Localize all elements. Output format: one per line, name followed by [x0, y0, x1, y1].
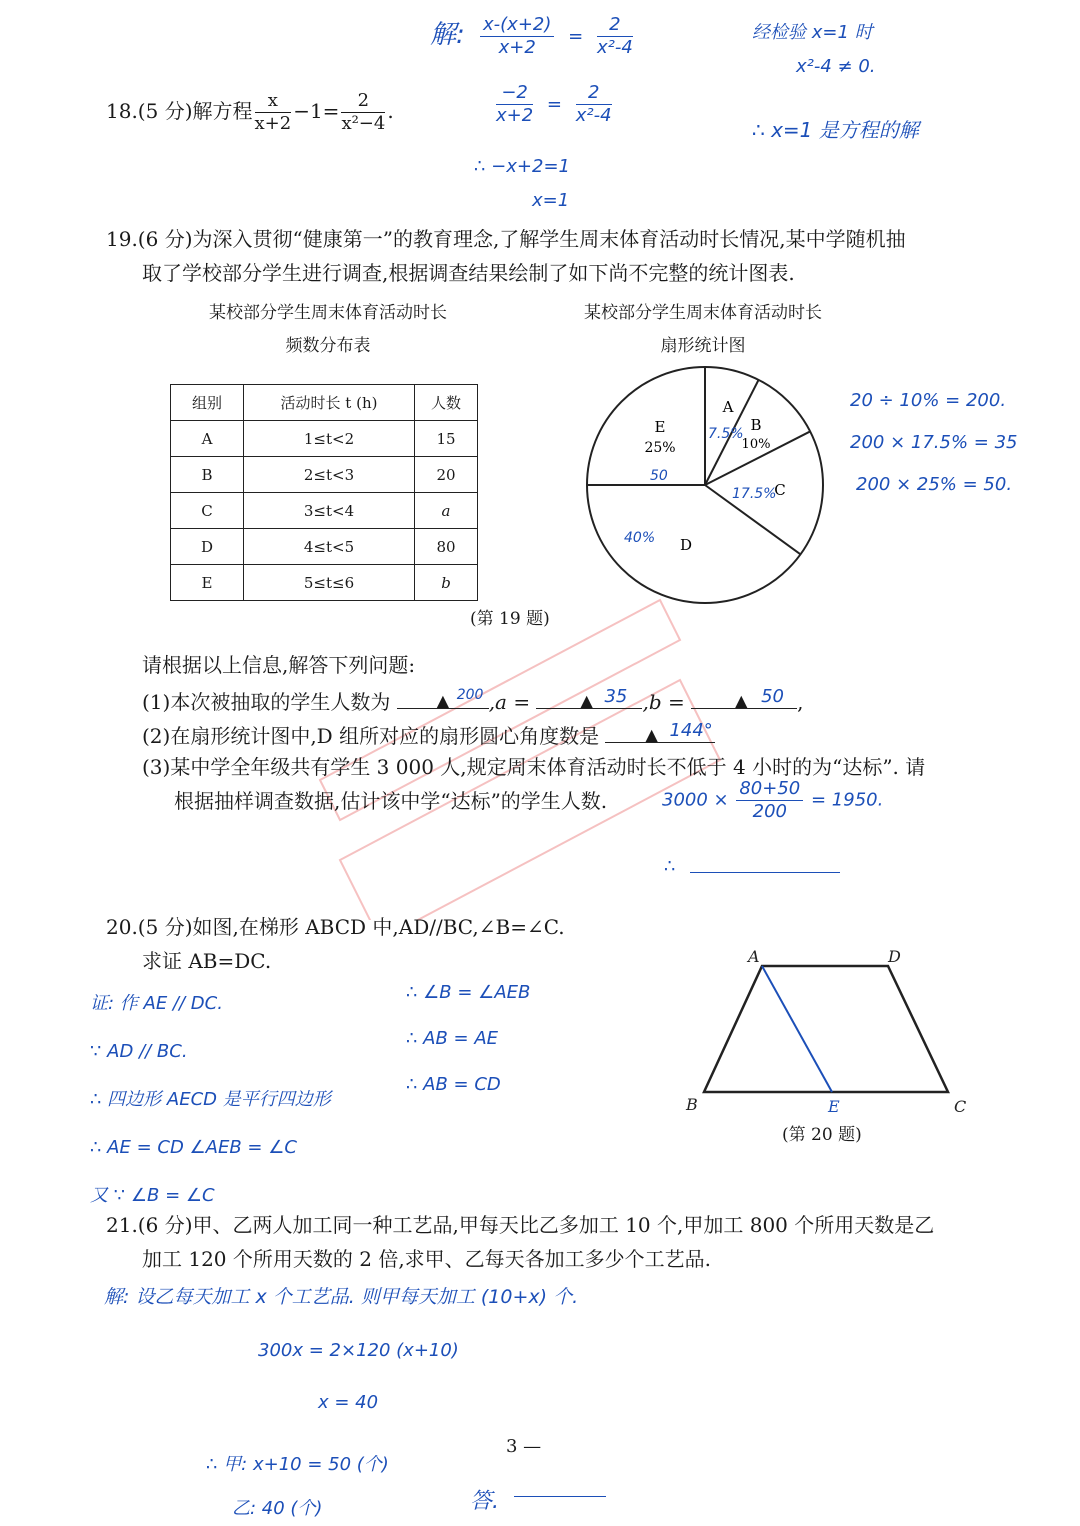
q21-solution: x = 40: [318, 1392, 379, 1413]
q20-proof-right: ∴ ∠B = ∠AEB ∴ AB = AE ∴ AB = CD: [406, 982, 531, 1095]
table-cell: A: [171, 421, 244, 457]
q19-part-3-therefore: ∴: [664, 856, 676, 877]
table-cell: 80: [415, 529, 478, 565]
table-header-cell: 组别: [171, 385, 244, 421]
table-cell: 4≤t<5: [244, 529, 415, 565]
table-cell: 20: [415, 457, 478, 493]
pie-label-b: B: [750, 416, 762, 434]
q21-equation: 300x = 2×120 (x+10): [258, 1340, 459, 1361]
pie-label-e: E: [654, 418, 666, 436]
q20-proof-left: 证: 作 AE // DC. ∵ AD // BC. ∴ 四边形 AECD 是平行四边形 ∴ AE = CD ∠AEB = ∠C 又 ∵ ∠B = ∠C: [90, 993, 331, 1206]
q21-line-1: 21.(6 分)甲、乙两人加工同一种工艺品,甲每天比乙多加工 10 个,甲加工 800 个所用天数是乙: [106, 1213, 935, 1237]
table-cell: a: [415, 493, 478, 529]
pie-slices: [587, 367, 823, 603]
table-title: 某校部分学生周末体育活动时长 频数分布表: [209, 303, 447, 356]
q18-conclusion: ∴ x=1 是方程的解: [752, 118, 919, 142]
q19-part-3-line-1: (3)某中学全年级共有学生 3 000 人,规定周末体育活动时长不低于 4 小时的为“达标”. 请: [142, 755, 926, 779]
vertex-d: D: [888, 947, 901, 966]
top-check-note-2: x²-4 ≠ 0.: [796, 56, 876, 77]
table-cell: b: [415, 565, 478, 601]
table-cell: 3≤t<4: [244, 493, 415, 529]
table-row: [171, 529, 478, 565]
q21-answer-1: ∴ 甲: x+10 = 50 (个): [206, 1454, 389, 1475]
table-cell: B: [171, 457, 244, 493]
pie-label-c: C: [774, 481, 786, 499]
table-cell: 1≤t<2: [244, 421, 415, 457]
top-work-equation: $\frac{x-(x+2)}{x+2}$ = $\frac{2}{\text{x²-4}}$: [478, 14, 635, 59]
hw-pie-d: 40%: [624, 530, 656, 546]
q20-line-1: 20.(5 分)如图,在梯形 ABCD 中,AD//BC,∠B=∠C.: [106, 915, 565, 939]
answer-blank-angle[interactable]: ▲ 144°: [605, 716, 715, 743]
hw-pie-a: 7.5%: [708, 426, 744, 442]
answer-blank-b[interactable]: ▲ 50: [691, 682, 797, 709]
q19-answer-line: [690, 872, 840, 873]
table-row: [171, 565, 478, 601]
q19-part-3-line-2: 根据抽样调查数据,估计该中学“达标”的学生人数.: [174, 789, 608, 813]
q19-part-1: (1)本次被抽取的学生人数为 ▲ 200 ,a = ▲ 35 ,b = ▲ 50 ,: [142, 682, 803, 719]
page-number: 3 —: [506, 1436, 542, 1457]
hw-pie-e: 50: [650, 468, 668, 484]
table-cell: D: [171, 529, 244, 565]
q20-line-2: 求证 AB=DC.: [142, 949, 272, 973]
frequency-table: [170, 384, 478, 601]
q18-work-equation: $\frac{-2}{x+2}$ = $\frac{2}{\text{x²-4}}$: [496, 82, 612, 126]
q19-intro: 请根据以上信息,解答下列问题:: [142, 653, 416, 677]
q18-step-1: ∴ −x+2=1: [474, 156, 570, 177]
pie-chart: [580, 360, 830, 610]
table-header-cell: 人数: [415, 385, 478, 421]
pie-printed-e: 25%: [644, 440, 676, 456]
q21-line-2: 加工 120 个所用天数的 2 倍,求甲、乙每天各加工多少个工艺品.: [142, 1247, 712, 1271]
q21-answer-line: [514, 1496, 606, 1497]
q21-final-answer: 答.: [470, 1489, 499, 1514]
hw-calc-3: 200 × 25% = 50.: [856, 474, 1013, 495]
top-solution-label: 解:: [430, 20, 465, 50]
hw-calc-1: 20 ÷ 10% = 200.: [850, 390, 1007, 411]
auxiliary-line-ae: [762, 966, 832, 1092]
pie-printed-b: 10%: [741, 437, 771, 452]
pie-label-d: D: [679, 536, 693, 554]
vertex-e: E: [828, 1097, 840, 1116]
pie-label-a: A: [722, 398, 734, 416]
table-cell: 15: [415, 421, 478, 457]
vertex-a: A: [748, 947, 760, 966]
q19-line-1: 19.(6 分)为深入贯彻“健康第一”的教育理念,了解学生周末体育活动时长情况,某中学随机抽: [106, 227, 906, 251]
q19-part-2: (2)在扇形统计图中,D 组所对应的扇形圆心角度数是 ▲ 144°: [142, 716, 715, 753]
vertex-b: B: [686, 1095, 698, 1114]
trapezoid-outline: [704, 966, 948, 1092]
table-cell: 2≤t<3: [244, 457, 415, 493]
q21-answer-2: 乙: 40 (个): [232, 1498, 323, 1519]
table-row: [171, 421, 478, 457]
hw-pie-c: 17.5%: [732, 486, 777, 502]
q19-figure-caption: (第 19 题): [470, 609, 550, 629]
table-row: [171, 493, 478, 529]
q19-line-2: 取了学校部分学生进行调查,根据调查结果绘制了如下尚不完整的统计图表.: [142, 261, 795, 285]
hw-calc-2: 200 × 17.5% = 35: [850, 432, 1018, 453]
q20-caption: (第 20 题): [782, 1125, 862, 1145]
q21-setup: 解: 设乙每天加工 x 个工艺品. 则甲每天加工 (10+x) 个.: [104, 1286, 579, 1308]
top-check-note: 经检验 x=1 时: [752, 22, 873, 43]
table-header-row: [171, 385, 478, 421]
table-row: [171, 457, 478, 493]
q19-part-3-work: 3000 × $\frac{80+50}{200}$ = 1950.: [662, 778, 884, 822]
table-header-cell: 活动时长 t (h): [244, 385, 415, 421]
pie-title: 某校部分学生周末体育活动时长 扇形统计图: [584, 303, 822, 356]
answer-blank-1[interactable]: ▲ 200: [397, 682, 489, 709]
answer-blank-a[interactable]: ▲ 35: [536, 682, 642, 709]
vertex-c: C: [954, 1097, 967, 1116]
table-cell: C: [171, 493, 244, 529]
table-cell: 5≤t≤6: [244, 565, 415, 601]
q18-text: 18.(5 分)解方程 $\frac{x}{x+2}$ −1= $\frac{2}{\text{x²−4}}$ .: [106, 90, 394, 134]
trapezoid-figure: [680, 940, 980, 1130]
table-cell: E: [171, 565, 244, 601]
q18-step-2: x=1: [532, 190, 570, 211]
